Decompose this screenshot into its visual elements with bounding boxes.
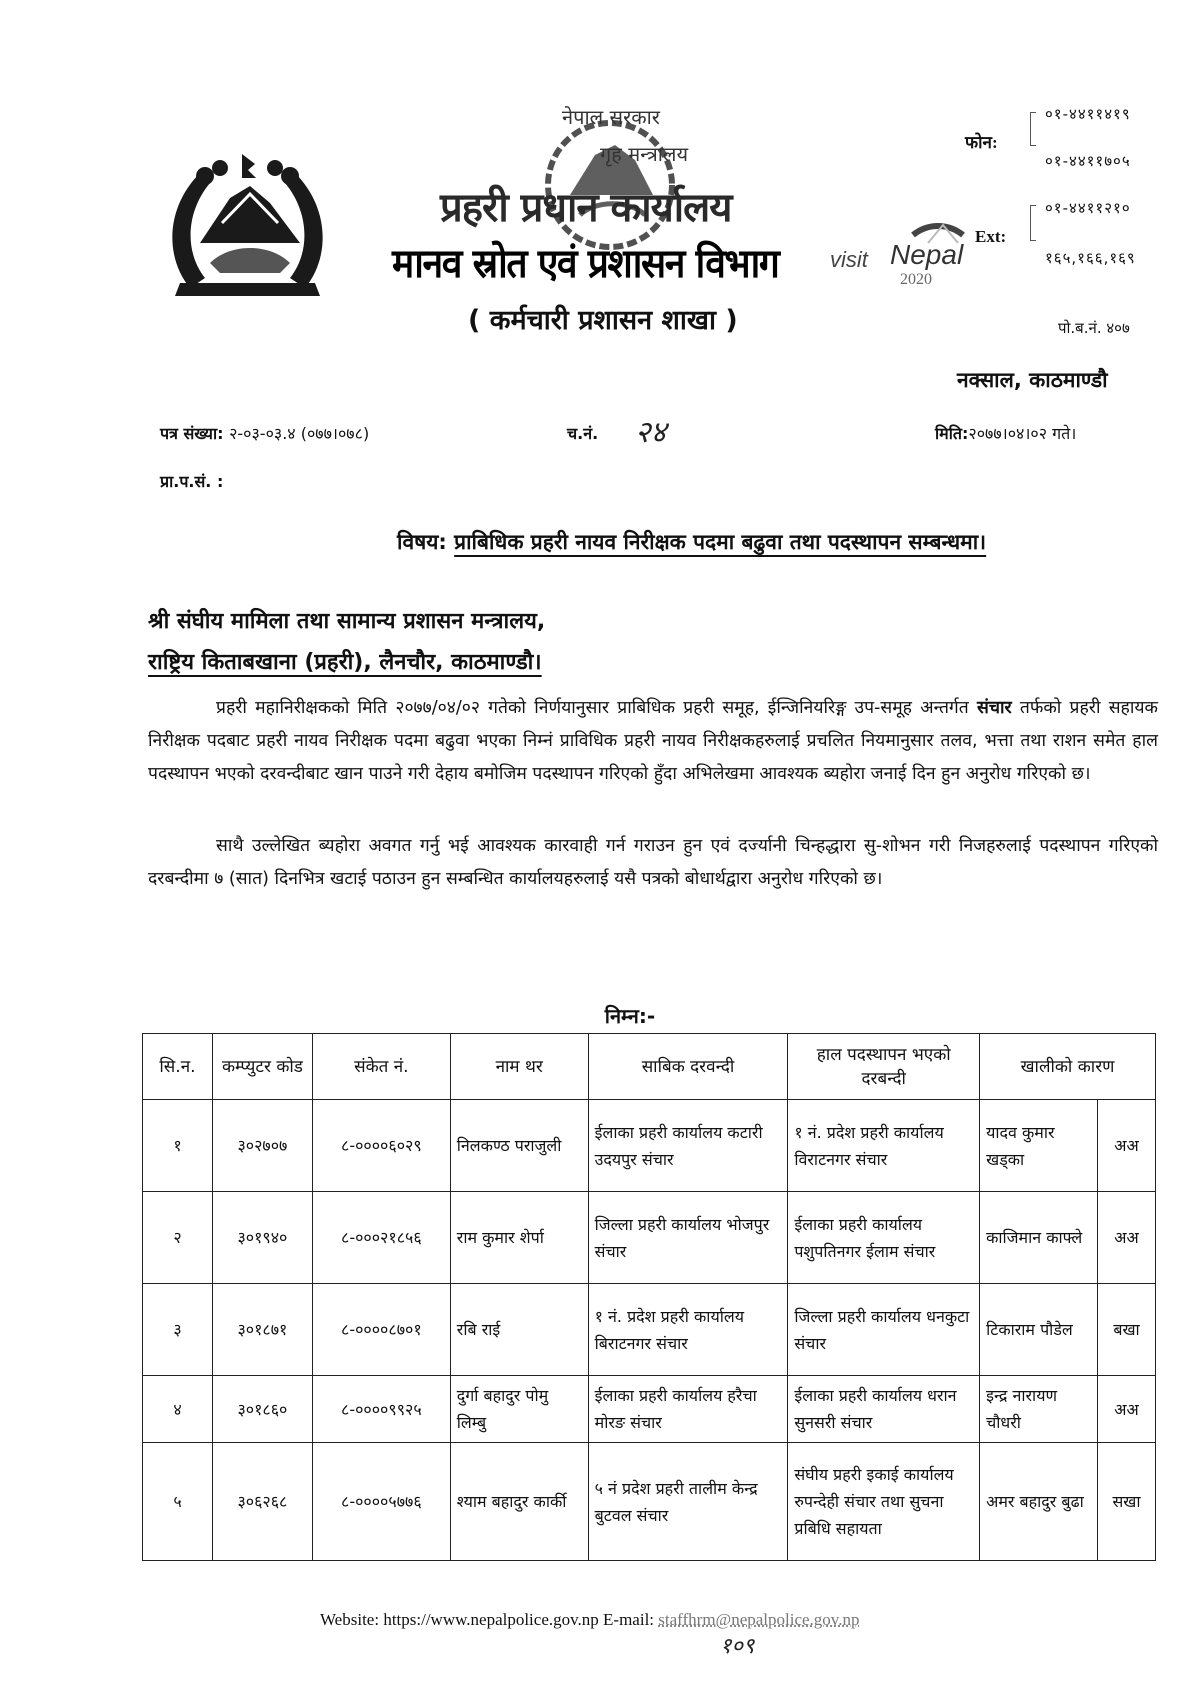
header-sn: सि.न. — [143, 1034, 213, 1100]
nepal-emblem-icon — [160, 148, 335, 308]
addressee-line-1: श्री संघीय मामिला तथा सामान्य प्रशासन मन्त्रालय, — [148, 609, 546, 634]
cell-code: ३०२७०७ — [212, 1100, 312, 1192]
email-label: E-mail: — [603, 1610, 655, 1629]
header-current-post: हाल पदस्थापन भएको दरबन्दी — [788, 1034, 980, 1100]
header-symbol-no: संकेत नं. — [312, 1034, 450, 1100]
cell-current: जिल्ला प्रहरी कार्यालय धनकुटा संचार — [788, 1284, 980, 1376]
cell-sn: ४ — [143, 1376, 213, 1443]
table-row — [143, 1376, 1156, 1443]
cell-code: ३०६२६८ — [212, 1443, 312, 1561]
ext-number-2: १६५,१६६,१६९ — [1045, 249, 1136, 267]
cell-symbol: ८-००००८७०१ — [312, 1284, 450, 1376]
cell-name: राम कुमार शेर्पा — [450, 1192, 588, 1284]
table-row — [143, 1443, 1156, 1561]
cell-vacated-by: इन्द्र नारायण चौधरी — [980, 1376, 1098, 1443]
office-name: प्रहरी प्रधान कार्यालय — [440, 185, 732, 231]
cell-vacated-by: टिकाराम पौडेल — [980, 1284, 1098, 1376]
phone-number-2: ०१-४४११७०५ — [1045, 152, 1131, 170]
table-row — [143, 1192, 1156, 1284]
header-previous-post: साबिक दरवन्दी — [588, 1034, 788, 1100]
cell-name: रबि राई — [450, 1284, 588, 1376]
body-paragraph-2: साथै उल्लेखित ब्यहोरा अवगत गर्नु भई आवश्यक कारवाही गर्न गराउन हुन एवं दर्ज्यानी चिन्हद्धारा सु-शोभन गरी निजहरुलाई पदस्थापन गरिएको दरबन्दीमा ७ (सात) दिनभित्र खटाई पठाउन हुन सम्बन्धित कार्यालयहरुलाई यसै पत्रको बोधार्थद्वारा अनुरोध गरिएको छ। — [148, 836, 1158, 889]
phone-brace — [1030, 112, 1036, 146]
letter-number — [160, 422, 369, 444]
cell-name: निलकण्ठ पराजुली — [450, 1100, 588, 1192]
cell-vacated-by: अमर बहादुर बुढा — [980, 1443, 1098, 1561]
visit-text: visit — [830, 247, 868, 272]
cell-name: दुर्गा बहादुर पोमु लिम्बु — [450, 1376, 588, 1443]
cell-previous: ईलाका प्रहरी कार्यालय हरैचा मोरङ संचार — [588, 1376, 788, 1443]
cell-symbol: ८-००००५७७६ — [312, 1443, 450, 1561]
cell-name: श्याम बहादुर कार्की — [450, 1443, 588, 1561]
cell-previous: ईलाका प्रहरी कार्यालय कटारी उदयपुर संचार — [588, 1100, 788, 1192]
department-name: मानव स्रोत एवं प्रशासन विभाग — [392, 241, 779, 287]
cell-previous: जिल्ला प्रहरी कार्यालय भोजपुर संचार — [588, 1192, 788, 1284]
para1-bold-text: संचार — [977, 698, 1012, 718]
ext-brace — [1030, 205, 1036, 241]
letter-number-value: २-०३-०३.४ (०७७।०७८) — [229, 424, 370, 443]
para1-text-start: प्रहरी महानिरीक्षकको मिति २०७७/०४/०२ गतेको निर्णयानुसार प्राबिधिक प्रहरी समूह, ईन्जिनियरिङ्ग उप-समूह अन्तर्गत — [216, 698, 977, 718]
table-title: निम्न:- — [604, 1004, 656, 1028]
letter-date — [935, 422, 1076, 444]
ext-number-1: ०१-४४११२१० — [1045, 199, 1131, 217]
cell-reason: अअ — [1098, 1376, 1156, 1443]
cell-sn: ५ — [143, 1443, 213, 1561]
subject-label: विषय: — [397, 530, 447, 554]
stamp-government-text: नेपाल सरकार — [562, 105, 660, 129]
header-vacancy-reason: खालीको कारण — [980, 1034, 1156, 1100]
cell-symbol: ८-००००९९२५ — [312, 1376, 450, 1443]
po-box: पो.ब.नं. ४०७ — [1058, 319, 1130, 337]
body-paragraph-1 — [148, 692, 1158, 791]
cell-reason: बखा — [1098, 1284, 1156, 1376]
subject-line — [397, 528, 986, 556]
visit-nepal-logo — [830, 205, 1010, 290]
email-link[interactable]: staffhrm@nepalpolice.gov.np — [658, 1610, 860, 1629]
cell-code: ३०१८६० — [212, 1376, 312, 1443]
cell-previous: ५ नं प्रदेश प्रहरी तालीम केन्द्र बुटवल संचार — [588, 1443, 788, 1561]
table-header-row — [143, 1034, 1156, 1100]
handwritten-page-mark: १०९ — [720, 1634, 755, 1659]
cell-code: ३०१८७१ — [212, 1284, 312, 1376]
cell-symbol: ८-००००६०२९ — [312, 1100, 450, 1192]
cell-current: ईलाका प्रहरी कार्यालय धरान सुनसरी संचार — [788, 1376, 980, 1443]
date-label: मिति: — [935, 424, 969, 443]
promotion-table — [142, 1033, 1156, 1561]
cell-symbol: ८-०००२१८५६ — [312, 1192, 450, 1284]
cell-previous: १ नं. प्रदेश प्रहरी कार्यालय बिराटनगर संचार — [588, 1284, 788, 1376]
cell-reason: सखा — [1098, 1443, 1156, 1561]
header-computer-code: कम्प्युटर कोड — [212, 1034, 312, 1100]
nepal-text: Nepal — [890, 239, 964, 270]
table-row — [143, 1284, 1156, 1376]
table-row — [143, 1100, 1156, 1192]
date-value: २०७७।०४।०२ गते। — [968, 424, 1077, 443]
cell-sn: १ — [143, 1100, 213, 1192]
office-address: नक्साल, काठमाण्डौ — [957, 368, 1108, 392]
dispatch-number-handwritten: २४ — [635, 415, 667, 450]
website-link[interactable]: https://www.nepalpolice.gov.np — [383, 1610, 599, 1629]
para1-text-end: तर्फको प्रहरी सहायक निरीक्षक पदबाट प्रहरी नायव निरीक्षक पदमा बढुवा भएका निम्नं प्राविधिक प्रहरी नायव निरीक्षकहरुलाई प्रचलित नियमानुसार तलव, भत्ता तथा राशन समेत हाल पदस्थापन भएको दरवन्दीबाट खान पाउने गरी देहाय बमोजिम पदस्थापन गरिएको हुँदा अभिलेखमा आवश्यक ब्यहोरा जनाई दिन हुन अनुरोध गरिएको छ। — [148, 698, 1158, 784]
cell-code: ३०१९४० — [212, 1192, 312, 1284]
phone-number-1: ०१-४४११४१९ — [1045, 105, 1131, 123]
letter-number-label: पत्र संख्या: — [160, 424, 224, 443]
dispatch-number-label: च.नं. — [567, 424, 599, 443]
cell-vacated-by: काजिमान काफ्ले — [980, 1192, 1098, 1284]
cell-vacated-by: यादव कुमार खड्का — [980, 1100, 1098, 1192]
phone-label: फोन: — [965, 133, 998, 152]
header-name: नाम थर — [450, 1034, 588, 1100]
previous-reference-label: प्रा.प.सं. : — [160, 472, 224, 491]
cell-current: संघीय प्रहरी इकाई कार्यालय रुपन्देही संचार तथा सुचना प्रबिधि सहायता — [788, 1443, 980, 1561]
branch-name: ( कर्मचारी प्रशासन शाखा ) — [468, 305, 738, 336]
subject-text: प्राबिधिक प्रहरी नायव निरीक्षक पदमा बढुवा तथा पदस्थापन सम्बन्धमा। — [454, 530, 987, 554]
cell-current: ईलाका प्रहरी कार्यालय पशुपतिनगर ईलाम संचार — [788, 1192, 980, 1284]
cell-current: १ नं. प्रदेश प्रहरी कार्यालय विराटनगर संचार — [788, 1100, 980, 1192]
year-text: 2020 — [900, 271, 932, 288]
cell-sn: ३ — [143, 1284, 213, 1376]
ext-label: Ext: — [975, 227, 1007, 246]
website-label: Website: — [320, 1610, 380, 1629]
stamp-ministry-text: गृह मन्त्रालय — [600, 142, 689, 166]
addressee-line-2: राष्ट्रिय किताबखाना (प्रहरी), लैनचौर, काठमाण्डौ। — [148, 650, 542, 675]
cell-reason: अअ — [1098, 1100, 1156, 1192]
cell-reason: अअ — [1098, 1192, 1156, 1284]
footer-contact — [320, 1610, 859, 1630]
cell-sn: २ — [143, 1192, 213, 1284]
